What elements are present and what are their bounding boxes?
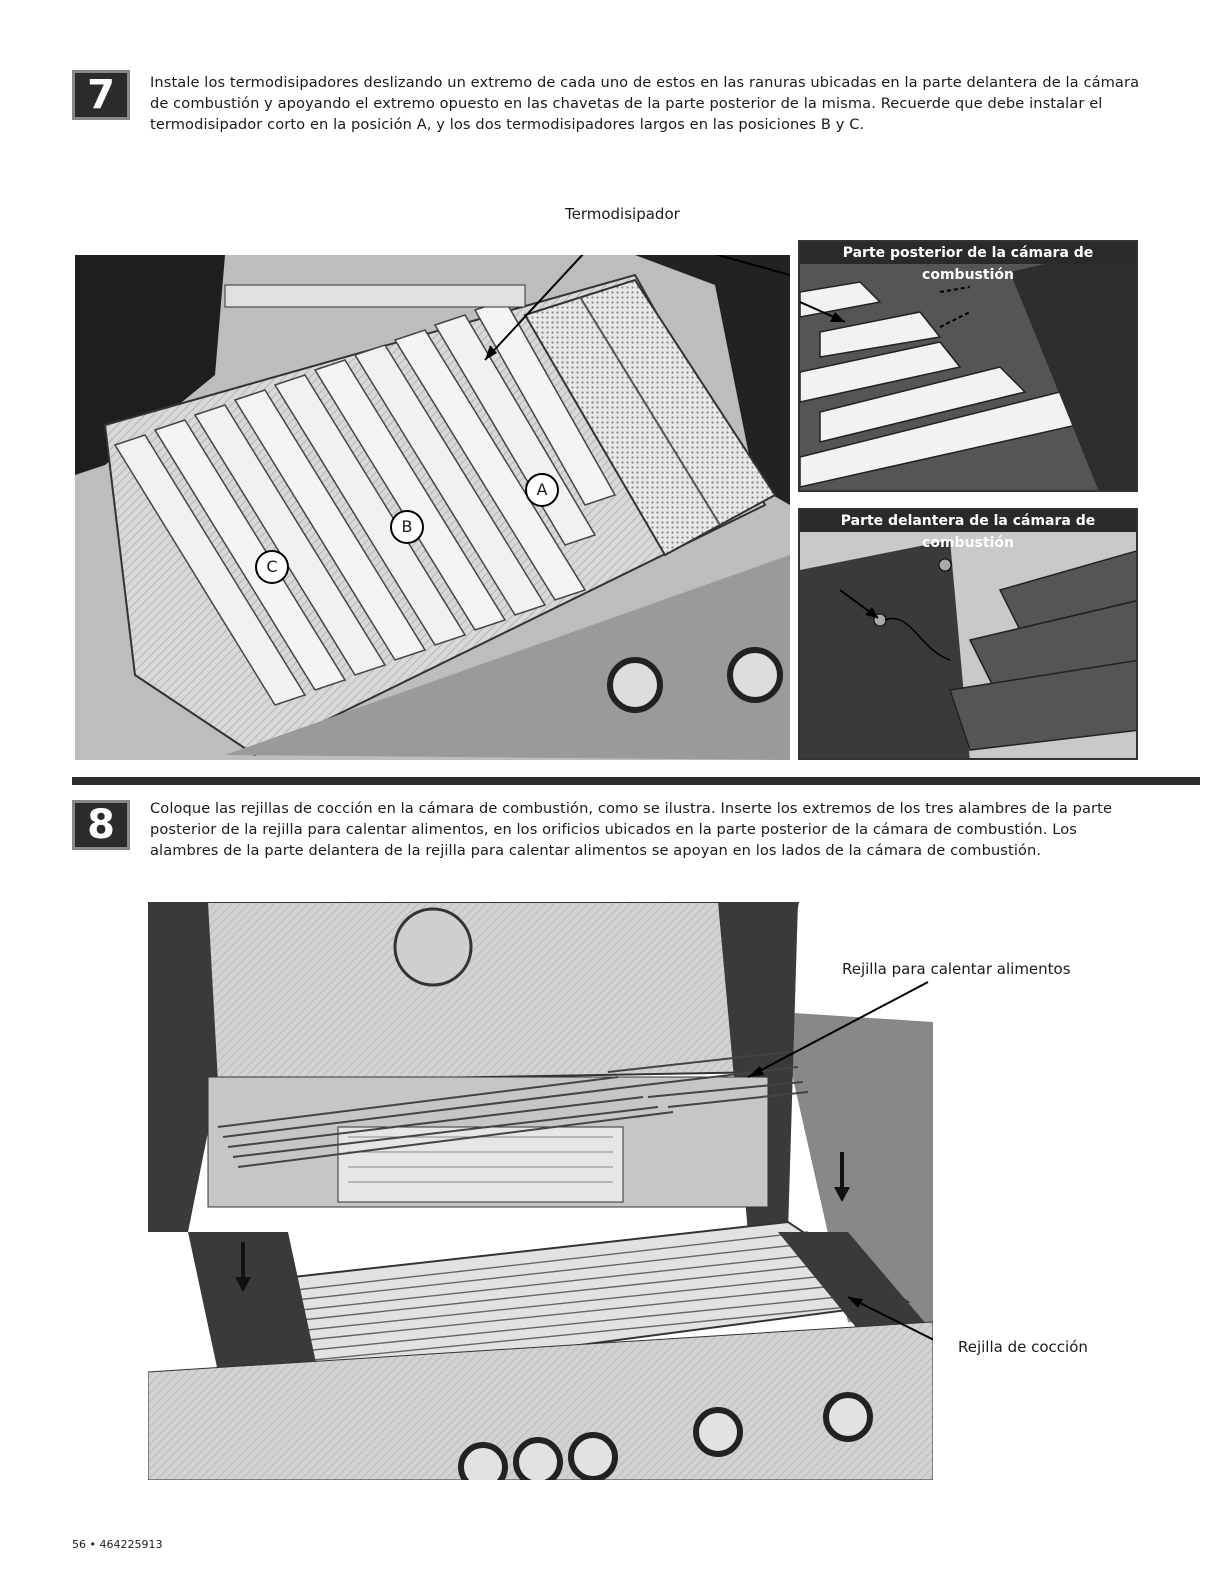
step-7-badge xyxy=(72,70,130,120)
step-7-number: 7 xyxy=(87,72,115,118)
heat-tent-drawing xyxy=(75,255,790,760)
step-8-number: 8 xyxy=(87,802,115,848)
cooking-grates-illustration xyxy=(148,902,933,1480)
position-a-label: A xyxy=(525,473,559,507)
step-8-instructions: Coloque las rejillas de cocción en la cámara de combustión, como se ilustra. Inserte los extremos de los tres alambres de la parte posterior de la rejilla para calentar alimentos, en los orificios ubicados en la parte posterior de la cámara de combustión. Los alambres de la parte delantera de la rejilla para calentar alimentos se apoyan en los lados de la cámara de combustión. xyxy=(150,800,1113,859)
rear-firebox-inset xyxy=(798,240,1138,492)
position-c-label: C xyxy=(255,550,289,584)
front-firebox-inset xyxy=(798,508,1138,760)
step-7-instructions: Instale los termodisipadores deslizando un extremo de cada uno de estos en las ranuras ubicadas en la parte delantera de la cámara de combustión y apoyando el extremo opuesto en las chavetas de la parte posterior de la misma. Recuerde que debe instalar el termodisipador corto en la posición A, y los dos termodisipadores largos en las posiciones B y C. xyxy=(150,74,1140,133)
heat-tent-illustration xyxy=(75,255,790,760)
cooking-grates-drawing xyxy=(148,902,933,1480)
cooking-grate-callout: Rejilla de cocción xyxy=(958,1338,1088,1356)
warming-rack-callout: Rejilla para calentar alimentos xyxy=(842,960,1071,978)
step-8-badge xyxy=(72,800,130,850)
page-footer: 56 • 464225913 xyxy=(72,1538,163,1551)
heat-tent-callout: Termodisipador xyxy=(565,205,680,223)
front-inset-title: Parte delantera de la cámara de combustión xyxy=(800,510,1136,532)
position-b-label: B xyxy=(390,510,424,544)
section-divider xyxy=(72,777,1200,785)
rear-inset-title: Parte posterior de la cámara de combustión xyxy=(800,242,1136,264)
